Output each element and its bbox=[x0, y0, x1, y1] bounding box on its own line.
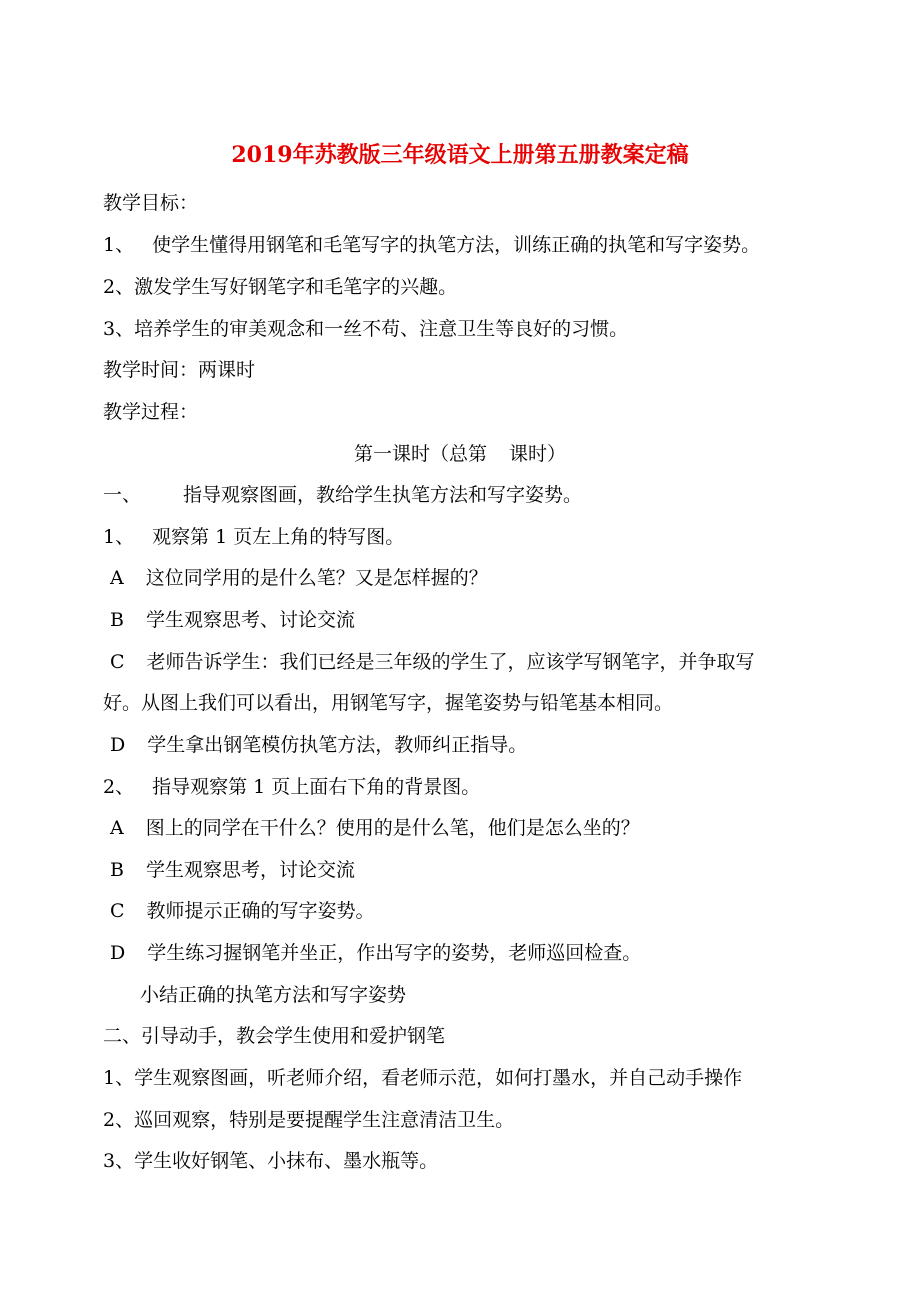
item2-a-label: A bbox=[110, 817, 124, 839]
objective-2 bbox=[103, 273, 457, 301]
objective-2-text: 激发学生写好钢笔字和毛笔字的兴趣。 bbox=[134, 276, 458, 298]
section1-heading bbox=[103, 481, 582, 509]
item1-text: 观察第 1 页左上角的特写图。 bbox=[152, 526, 405, 548]
section2-item-3: 3、学生收好钢笔、小抹布、墨水瓶等。 bbox=[103, 1150, 439, 1172]
item2-c bbox=[110, 897, 375, 925]
item1-num: 1、 bbox=[103, 526, 135, 548]
section2-item-1: 1、学生观察图画，听老师介绍，看老师示范，如何打墨水，并自己动手操作 bbox=[103, 1067, 743, 1089]
document-title: 2019年苏教版三年级语文上册第五册教案定稿 bbox=[231, 142, 689, 168]
item1-c-continuation: 好。从图上我们可以看出，用钢笔写字，握笔姿势与铅笔基本相同。 bbox=[103, 692, 674, 714]
item1-d-text: 学生拿出钢笔模仿执笔方法，教师纠正指导。 bbox=[147, 734, 528, 756]
item1-d-label: D bbox=[110, 734, 126, 756]
item1-b bbox=[110, 606, 355, 634]
item1-c-text: 老师告诉学生：我们已经是三年级的学生了，应该学写钢笔字，并争取写 bbox=[146, 651, 755, 673]
objective-2-num: 2、 bbox=[103, 276, 135, 298]
item1-b-label: B bbox=[110, 609, 124, 631]
section1-summary: 小结正确的执笔方法和写字姿势 bbox=[140, 984, 407, 1006]
section1-text: 指导观察图画，教给学生执笔方法和写字姿势。 bbox=[183, 484, 583, 506]
lesson-heading bbox=[0, 440, 920, 468]
teaching-time: 教学时间：两课时 bbox=[103, 359, 256, 381]
item2-d-text: 学生练习握钢笔并坐正，作出写字的姿势，老师巡回检查。 bbox=[147, 942, 642, 964]
objective-1 bbox=[103, 231, 760, 259]
item2-c-label: C bbox=[110, 900, 125, 922]
item2-b-label: B bbox=[110, 859, 124, 881]
item1-b-text: 学生观察思考、讨论交流 bbox=[145, 609, 355, 631]
item2-a-text: 图上的同学在干什么？使用的是什么笔，他们是怎么坐的？ bbox=[145, 817, 640, 839]
objectives-heading: 教学目标： bbox=[103, 192, 199, 214]
objective-1-text: 使学生懂得用钢笔和毛笔写字的执笔方法，训练正确的执笔和写字姿势。 bbox=[152, 234, 761, 256]
item1-c bbox=[110, 648, 755, 676]
item1-d bbox=[110, 731, 527, 759]
item1-a bbox=[110, 564, 488, 592]
objective-1-num: 1、 bbox=[103, 234, 135, 256]
item2-a bbox=[110, 814, 640, 842]
item2-b bbox=[110, 856, 355, 884]
section2-item-2: 2、巡回观察，特别是要提醒学生注意清洁卫生。 bbox=[103, 1109, 515, 1131]
item2-num: 2、 bbox=[103, 776, 135, 798]
item2-heading bbox=[103, 773, 480, 801]
item1-c-label: C bbox=[110, 651, 125, 673]
section2-heading: 二、引导动手，教会学生使用和爱护钢笔 bbox=[103, 1025, 446, 1047]
process-heading: 教学过程： bbox=[103, 401, 199, 423]
item2-d-label: D bbox=[110, 942, 126, 964]
section1-num: 一、 bbox=[103, 484, 142, 506]
item1-a-text: 这位同学用的是什么笔？又是怎样握的？ bbox=[145, 567, 488, 589]
lesson-heading-part2: 课时） bbox=[509, 443, 567, 465]
item1-heading bbox=[103, 523, 404, 551]
objective-3-num: 3、 bbox=[103, 318, 135, 340]
item2-b-text: 学生观察思考，讨论交流 bbox=[145, 859, 355, 881]
objective-3 bbox=[103, 315, 628, 343]
item1-a-label: A bbox=[110, 567, 124, 589]
objective-3-text: 培养学生的审美观念和一丝不苟、注意卫生等良好的习惯。 bbox=[134, 318, 629, 340]
item2-c-text: 教师提示正确的写字姿势。 bbox=[146, 900, 375, 922]
lesson-heading-part1: 第一课时（总第 bbox=[353, 443, 487, 465]
item2-text: 指导观察第 1 页上面右下角的背景图。 bbox=[152, 776, 481, 798]
item2-d bbox=[110, 939, 641, 967]
